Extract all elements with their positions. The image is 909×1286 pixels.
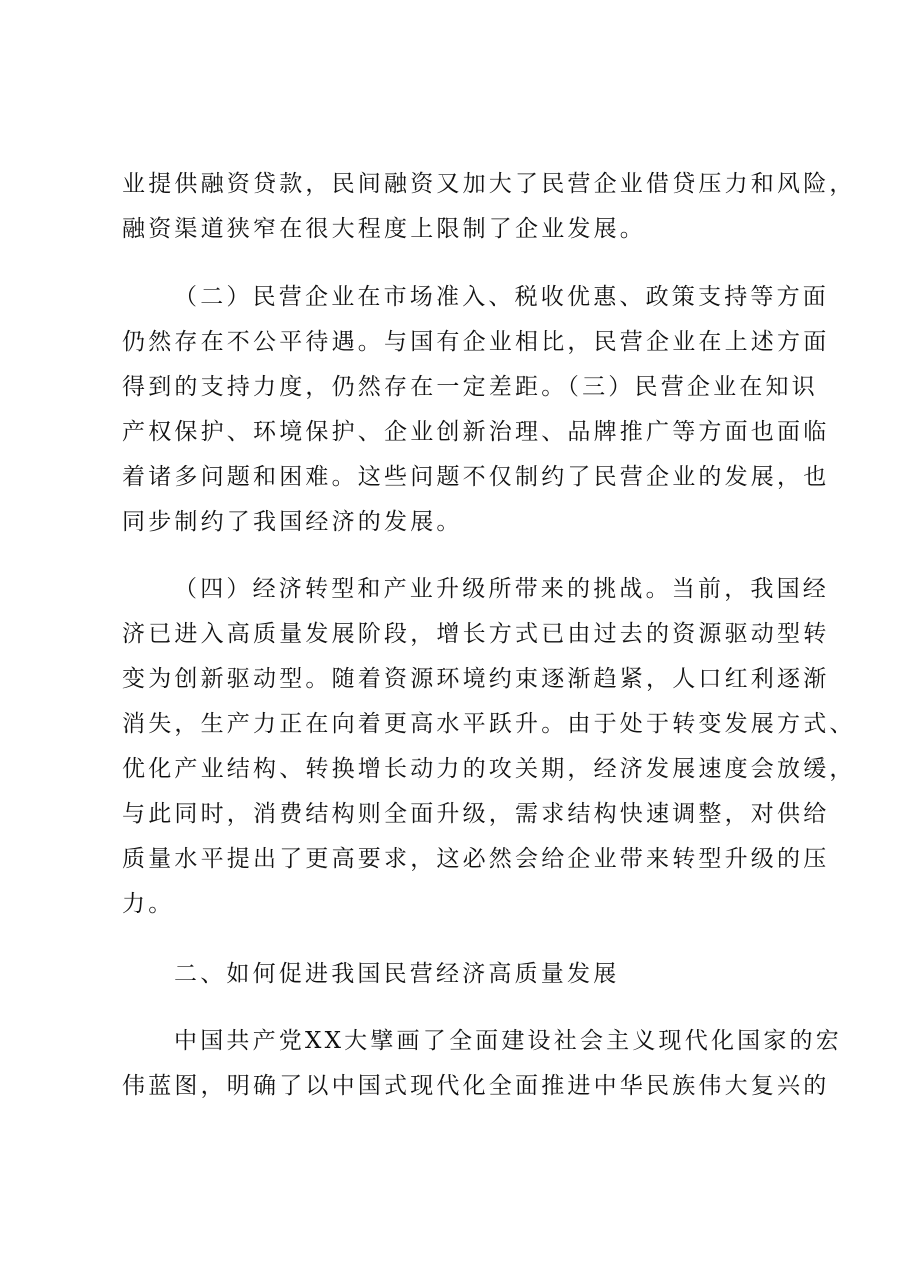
text-line: 得到的支持力度，仍然存在一定差距。（三）民营企业在知识 bbox=[122, 374, 818, 400]
paragraph-financing bbox=[122, 162, 856, 252]
text-line: 消失，生产力正在向着更高水平跃升。由于处于转变发展方式、 bbox=[122, 711, 856, 737]
text-line: （二）民营企业在市场准入、税收优惠、政策支持等方面 bbox=[174, 284, 829, 310]
text-line: 与此同时，消费结构则全面升级，需求结构快速调整，对供给 bbox=[122, 801, 830, 827]
text-line: 变为创新驱动型。随着资源环境约束逐渐趋紧，人口红利逐渐 bbox=[122, 666, 830, 692]
text-line: 中国共产党XX大擘画了全面建设社会主义现代化国家的宏 bbox=[174, 1028, 842, 1054]
text-line: 同步制约了我国经济的发展。 bbox=[122, 509, 463, 535]
text-line: 济已进入高质量发展阶段，增长方式已由过去的资源驱动型转 bbox=[122, 621, 830, 647]
section-heading bbox=[122, 952, 802, 997]
text-line: 伟蓝图，明确了以中国式现代化全面推进中华民族伟大复兴的 bbox=[122, 1073, 830, 1099]
text-line: 融资渠道狭窄在很大程度上限制了企业发展。 bbox=[122, 216, 646, 242]
text-line: 业提供融资贷款，民间融资又加大了民营企业借贷压力和风险， bbox=[122, 171, 856, 197]
paragraph-economic-transition bbox=[122, 567, 856, 927]
text-line: 着诸多问题和困难。这些问题不仅制约了民营企业的发展，也 bbox=[122, 464, 830, 490]
text-line: （四）经济转型和产业升级所带来的挑战。当前，我国经 bbox=[174, 576, 829, 602]
text-line: 质量水平提出了更高要求，这必然会给企业带来转型升级的压 bbox=[122, 846, 830, 872]
paragraph-party-congress bbox=[122, 1019, 842, 1109]
paragraph-unfair-treatment bbox=[122, 275, 830, 545]
text-line: 力。 bbox=[122, 891, 175, 917]
section-heading-text: 二、如何促进我国民营经济高质量发展 bbox=[174, 961, 620, 987]
text-line: 产权保护、环境保护、企业创新治理、品牌推广等方面也面临 bbox=[122, 419, 830, 445]
text-line: 仍然存在不公平待遇。与国有企业相比，民营企业在上述方面 bbox=[122, 329, 830, 355]
text-line: 优化产业结构、转换增长动力的攻关期，经济发展速度会放缓， bbox=[122, 756, 856, 782]
